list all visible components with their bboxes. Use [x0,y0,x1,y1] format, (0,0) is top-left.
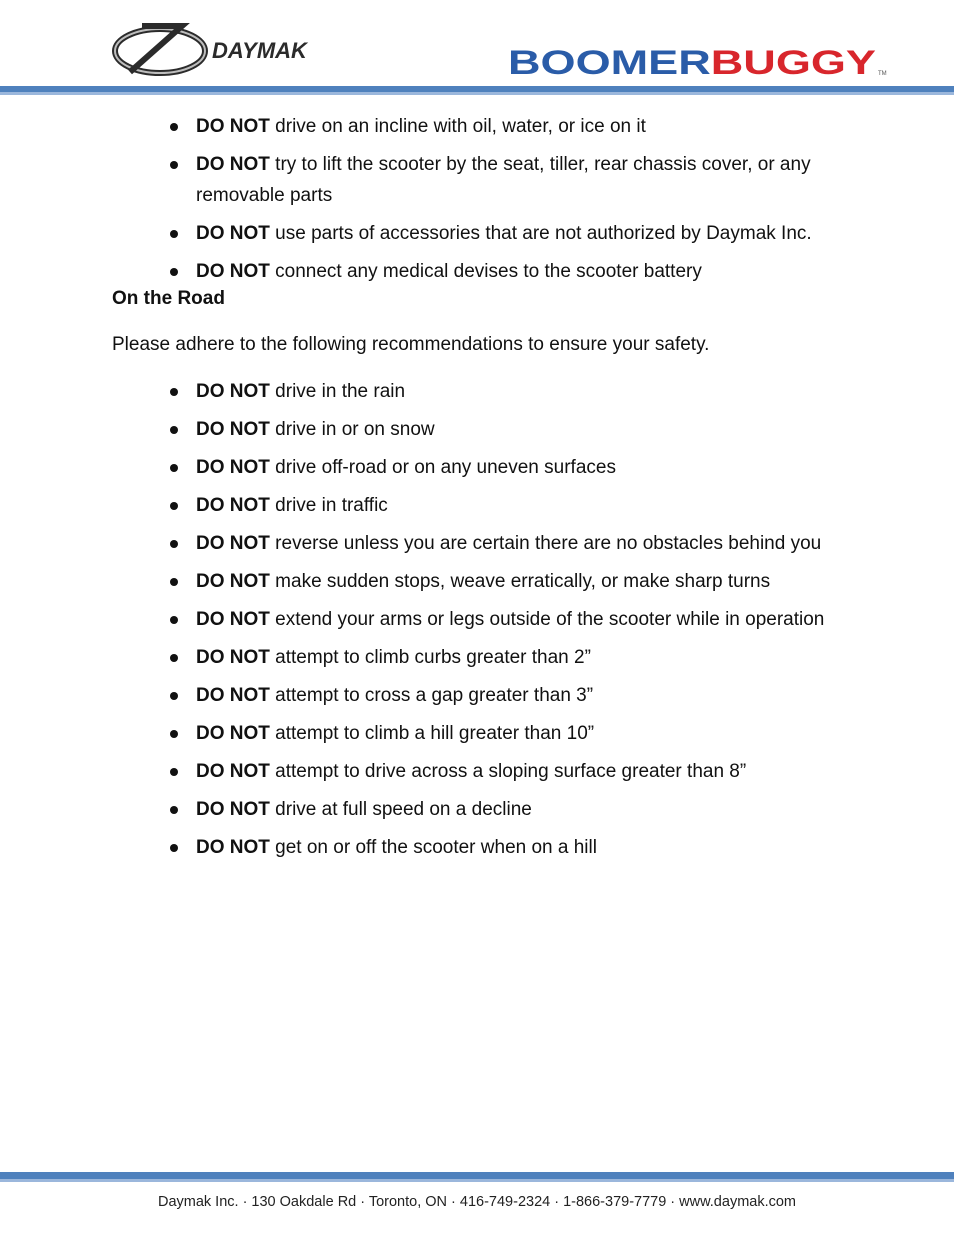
section-intro: Please adhere to the following recommendations to ensure your safety. [112,334,710,355]
bullet-icon [170,578,178,586]
list-item: DO NOT make sudden stops, weave erratically, or make sharp turns [168,566,858,597]
footer-rule [0,1172,954,1179]
list-item: DO NOT drive on an incline with oil, water, or ice on it [168,111,858,142]
list-item: DO NOT drive off-road or on any uneven surfaces [168,452,858,483]
list-item: DO NOT try to lift the scooter by the seat, tiller, rear chassis cover, or any removable parts [168,149,858,211]
svg-text:BOOMERBUGGY: BOOMER BUGGY [508,44,836,78]
svg-text:DAYMAK: DAYMAK [212,38,307,63]
caution-list [168,111,858,294]
list-item: DO NOT attempt to drive across a sloping surface greater than 8” [168,756,858,787]
bullet-icon [170,230,178,238]
bullet-icon [170,768,178,776]
list-item: DO NOT drive in or on snow [168,414,858,445]
road-safety-list [168,376,858,870]
header-rule-accent [0,92,954,95]
bullet-icon [170,844,178,852]
bullet-icon [170,426,178,434]
list-item: DO NOT drive at full speed on a decline [168,794,858,825]
list-item: DO NOT attempt to climb curbs greater than 2” [168,642,858,673]
bullet-icon [170,730,178,738]
bullet-icon [170,502,178,510]
page-header [0,0,954,96]
bullet-icon [170,540,178,548]
list-item: DO NOT extend your arms or legs outside of the scooter while in operation [168,604,858,635]
bullet-icon [170,464,178,472]
list-item: DO NOT attempt to cross a gap greater than 3” [168,680,858,711]
svg-text:TM: TM [878,71,887,77]
list-item: DO NOT attempt to climb a hill greater than 10” [168,718,858,749]
bullet-icon [170,161,178,169]
list-item: DO NOT get on or off the scooter when on a hill [168,832,858,863]
page-footer: Daymak Inc. · 130 Oakdale Rd · Toronto, ON · 416-749-2324 · 1-866-379-7779 · www.daymak.com [157,1194,797,1210]
footer-rule-accent [0,1179,954,1182]
list-item: DO NOT connect any medical devises to the scooter battery [168,256,858,287]
list-item: DO NOT drive in traffic [168,490,858,521]
list-item: DO NOT drive in the rain [168,376,858,407]
daymak-logo [112,20,337,80]
boomerbuggy-logo [508,42,888,78]
bullet-icon [170,268,178,276]
bullet-icon [170,123,178,131]
list-item: DO NOT reverse unless you are certain there are no obstacles behind you [168,528,858,559]
bullet-icon [170,806,178,814]
section-heading: On the Road [112,288,225,309]
bullet-icon [170,616,178,624]
bullet-icon [170,692,178,700]
list-item: DO NOT use parts of accessories that are not authorized by Daymak Inc. [168,218,858,249]
bullet-icon [170,654,178,662]
bullet-icon [170,388,178,396]
